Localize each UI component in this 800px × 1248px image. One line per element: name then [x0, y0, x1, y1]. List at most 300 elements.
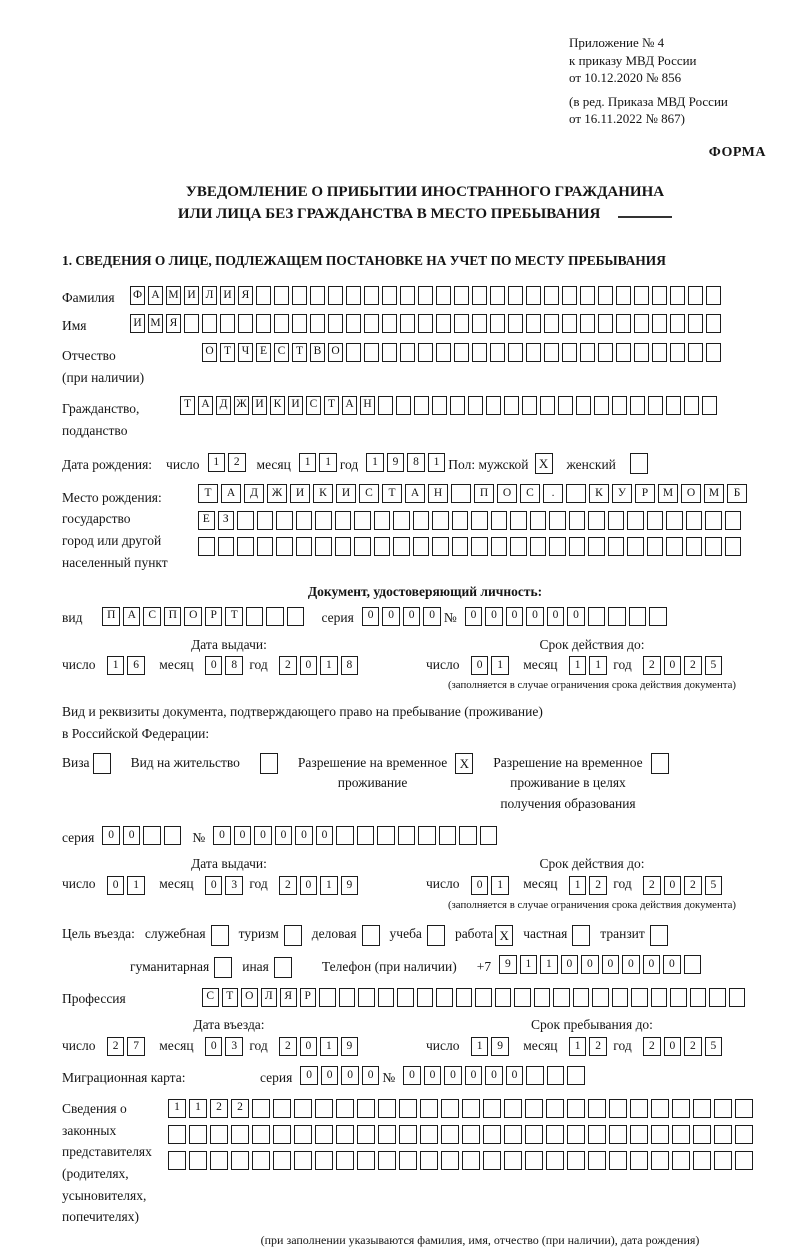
char-cell[interactable]: [652, 343, 667, 362]
char-cell[interactable]: [558, 396, 573, 415]
char-cell[interactable]: 1: [491, 876, 509, 895]
char-cell[interactable]: [143, 826, 161, 845]
purpose-private-checkbox[interactable]: [572, 925, 590, 946]
char-cell[interactable]: Т: [225, 607, 243, 626]
char-cell[interactable]: [468, 396, 483, 415]
char-cell[interactable]: 0: [300, 1037, 318, 1056]
char-cell[interactable]: [335, 511, 352, 530]
char-cell[interactable]: 9: [341, 1037, 359, 1056]
char-cell[interactable]: [490, 343, 505, 362]
char-cell[interactable]: [414, 396, 429, 415]
char-cell[interactable]: 1: [569, 1037, 587, 1056]
char-cell[interactable]: 9: [491, 1037, 509, 1056]
char-cell[interactable]: 5: [705, 656, 723, 675]
char-cell[interactable]: [526, 1066, 544, 1085]
char-cell[interactable]: [649, 607, 667, 626]
char-cell[interactable]: [231, 1151, 249, 1170]
char-cell[interactable]: 5: [705, 1037, 723, 1056]
char-cell[interactable]: [688, 286, 703, 305]
char-cell[interactable]: [729, 988, 746, 1007]
char-cell[interactable]: Н: [360, 396, 375, 415]
char-cell[interactable]: [292, 314, 307, 333]
char-cell[interactable]: [439, 826, 457, 845]
char-cell[interactable]: 0: [643, 955, 661, 974]
char-cell[interactable]: 2: [643, 656, 661, 675]
purpose-tourism-checkbox[interactable]: [284, 925, 302, 946]
char-cell[interactable]: К: [313, 484, 333, 503]
char-cell[interactable]: [315, 537, 332, 556]
char-cell[interactable]: [608, 607, 626, 626]
char-cell[interactable]: Л: [261, 988, 278, 1007]
char-cell[interactable]: А: [148, 286, 163, 305]
char-cell[interactable]: [378, 396, 393, 415]
char-cell[interactable]: 0: [664, 656, 682, 675]
char-cell[interactable]: 0: [300, 1066, 318, 1085]
char-cell[interactable]: [417, 988, 434, 1007]
char-cell[interactable]: Ф: [130, 286, 145, 305]
char-cell[interactable]: [647, 537, 664, 556]
char-cell[interactable]: [491, 537, 508, 556]
char-cell[interactable]: [616, 314, 631, 333]
char-cell[interactable]: П: [164, 607, 182, 626]
char-cell[interactable]: [452, 537, 469, 556]
char-cell[interactable]: П: [474, 484, 494, 503]
char-cell[interactable]: [569, 511, 586, 530]
char-cell[interactable]: [651, 1125, 669, 1144]
char-cell[interactable]: [472, 314, 487, 333]
char-cell[interactable]: 6: [127, 656, 145, 675]
char-cell[interactable]: [475, 988, 492, 1007]
char-cell[interactable]: Е: [256, 343, 271, 362]
char-cell[interactable]: [266, 607, 284, 626]
char-cell[interactable]: Т: [292, 343, 307, 362]
char-cell[interactable]: [336, 1099, 354, 1118]
char-cell[interactable]: [315, 1125, 333, 1144]
char-cell[interactable]: А: [221, 484, 241, 503]
char-cell[interactable]: [238, 314, 253, 333]
char-cell[interactable]: [648, 396, 663, 415]
char-cell[interactable]: А: [342, 396, 357, 415]
char-cell[interactable]: Б: [727, 484, 747, 503]
char-cell[interactable]: [357, 826, 375, 845]
char-cell[interactable]: Р: [205, 607, 223, 626]
char-cell[interactable]: [672, 1125, 690, 1144]
char-cell[interactable]: [684, 396, 699, 415]
char-cell[interactable]: [693, 1125, 711, 1144]
char-cell[interactable]: [378, 1151, 396, 1170]
char-cell[interactable]: [273, 1151, 291, 1170]
char-cell[interactable]: [580, 314, 595, 333]
char-cell[interactable]: [273, 1099, 291, 1118]
char-cell[interactable]: 1: [208, 453, 226, 472]
char-cell[interactable]: 1: [320, 656, 338, 675]
char-cell[interactable]: [490, 286, 505, 305]
char-cell[interactable]: [588, 511, 605, 530]
char-cell[interactable]: [364, 343, 379, 362]
char-cell[interactable]: [504, 1125, 522, 1144]
char-cell[interactable]: [456, 988, 473, 1007]
char-cell[interactable]: 2: [589, 876, 607, 895]
char-cell[interactable]: 1: [366, 453, 384, 472]
char-cell[interactable]: [420, 1099, 438, 1118]
char-cell[interactable]: [418, 826, 436, 845]
char-cell[interactable]: [725, 511, 742, 530]
purpose-official-checkbox[interactable]: [211, 925, 229, 946]
char-cell[interactable]: .: [543, 484, 563, 503]
char-cell[interactable]: 0: [205, 656, 223, 675]
char-cell[interactable]: 1: [320, 1037, 338, 1056]
char-cell[interactable]: [630, 1099, 648, 1118]
char-cell[interactable]: 0: [321, 1066, 339, 1085]
char-cell[interactable]: 0: [664, 876, 682, 895]
char-cell[interactable]: О: [497, 484, 517, 503]
char-cell[interactable]: [588, 537, 605, 556]
char-cell[interactable]: 8: [407, 453, 425, 472]
char-cell[interactable]: [399, 1099, 417, 1118]
permit-residence-checkbox[interactable]: [260, 753, 278, 774]
char-cell[interactable]: [168, 1151, 186, 1170]
char-cell[interactable]: [709, 988, 726, 1007]
char-cell[interactable]: [432, 396, 447, 415]
char-cell[interactable]: С: [202, 988, 219, 1007]
char-cell[interactable]: [526, 314, 541, 333]
char-cell[interactable]: [382, 286, 397, 305]
char-cell[interactable]: 0: [602, 955, 620, 974]
char-cell[interactable]: 8: [225, 656, 243, 675]
char-cell[interactable]: [471, 511, 488, 530]
char-cell[interactable]: 0: [362, 1066, 380, 1085]
char-cell[interactable]: [399, 1151, 417, 1170]
char-cell[interactable]: [725, 537, 742, 556]
char-cell[interactable]: [616, 343, 631, 362]
char-cell[interactable]: Н: [428, 484, 448, 503]
char-cell[interactable]: [631, 988, 648, 1007]
char-cell[interactable]: [400, 314, 415, 333]
char-cell[interactable]: [364, 286, 379, 305]
char-cell[interactable]: [608, 537, 625, 556]
char-cell[interactable]: О: [328, 343, 343, 362]
char-cell[interactable]: П: [102, 607, 120, 626]
char-cell[interactable]: 2: [643, 876, 661, 895]
char-cell[interactable]: 1: [319, 453, 337, 472]
char-cell[interactable]: 0: [205, 1037, 223, 1056]
char-cell[interactable]: 2: [228, 453, 246, 472]
char-cell[interactable]: [510, 511, 527, 530]
char-cell[interactable]: [400, 286, 415, 305]
char-cell[interactable]: [202, 314, 217, 333]
char-cell[interactable]: [508, 286, 523, 305]
char-cell[interactable]: [451, 484, 471, 503]
char-cell[interactable]: [567, 1066, 585, 1085]
char-cell[interactable]: 1: [589, 656, 607, 675]
char-cell[interactable]: [588, 1125, 606, 1144]
char-cell[interactable]: [393, 511, 410, 530]
char-cell[interactable]: Т: [180, 396, 195, 415]
char-cell[interactable]: [562, 343, 577, 362]
char-cell[interactable]: [315, 511, 332, 530]
char-cell[interactable]: 2: [279, 1037, 297, 1056]
char-cell[interactable]: 1: [540, 955, 558, 974]
char-cell[interactable]: [504, 1099, 522, 1118]
char-cell[interactable]: [346, 286, 361, 305]
char-cell[interactable]: 0: [465, 607, 483, 626]
char-cell[interactable]: [483, 1099, 501, 1118]
char-cell[interactable]: 0: [424, 1066, 442, 1085]
char-cell[interactable]: Т: [198, 484, 218, 503]
char-cell[interactable]: [544, 343, 559, 362]
char-cell[interactable]: В: [310, 343, 325, 362]
char-cell[interactable]: 1: [471, 1037, 489, 1056]
char-cell[interactable]: [252, 1151, 270, 1170]
char-cell[interactable]: З: [218, 511, 235, 530]
char-cell[interactable]: [459, 826, 477, 845]
char-cell[interactable]: [483, 1125, 501, 1144]
char-cell[interactable]: [462, 1151, 480, 1170]
char-cell[interactable]: Я: [280, 988, 297, 1007]
char-cell[interactable]: [588, 1151, 606, 1170]
char-cell[interactable]: И: [336, 484, 356, 503]
char-cell[interactable]: [472, 343, 487, 362]
char-cell[interactable]: [252, 1099, 270, 1118]
char-cell[interactable]: [666, 396, 681, 415]
char-cell[interactable]: Я: [166, 314, 181, 333]
char-cell[interactable]: [686, 537, 703, 556]
char-cell[interactable]: [393, 537, 410, 556]
char-cell[interactable]: 2: [643, 1037, 661, 1056]
char-cell[interactable]: О: [202, 343, 217, 362]
char-cell[interactable]: [184, 314, 199, 333]
char-cell[interactable]: [374, 511, 391, 530]
char-cell[interactable]: 2: [107, 1037, 125, 1056]
char-cell[interactable]: [189, 1125, 207, 1144]
char-cell[interactable]: [418, 343, 433, 362]
char-cell[interactable]: [400, 343, 415, 362]
char-cell[interactable]: С: [274, 343, 289, 362]
char-cell[interactable]: [436, 286, 451, 305]
char-cell[interactable]: [189, 1151, 207, 1170]
char-cell[interactable]: 0: [471, 876, 489, 895]
char-cell[interactable]: 0: [316, 826, 334, 845]
char-cell[interactable]: 1: [569, 876, 587, 895]
char-cell[interactable]: С: [143, 607, 161, 626]
char-cell[interactable]: [462, 1099, 480, 1118]
permit-temp-edu-checkbox[interactable]: [651, 753, 669, 774]
char-cell[interactable]: 1: [569, 656, 587, 675]
char-cell[interactable]: [294, 1125, 312, 1144]
char-cell[interactable]: 1: [107, 656, 125, 675]
char-cell[interactable]: 0: [403, 1066, 421, 1085]
char-cell[interactable]: [688, 343, 703, 362]
char-cell[interactable]: [688, 314, 703, 333]
char-cell[interactable]: М: [166, 286, 181, 305]
char-cell[interactable]: Т: [382, 484, 402, 503]
char-cell[interactable]: [328, 314, 343, 333]
char-cell[interactable]: 2: [279, 876, 297, 895]
char-cell[interactable]: [294, 1151, 312, 1170]
char-cell[interactable]: [413, 511, 430, 530]
purpose-business-checkbox[interactable]: [362, 925, 380, 946]
char-cell[interactable]: 0: [123, 826, 141, 845]
char-cell[interactable]: [357, 1099, 375, 1118]
char-cell[interactable]: [588, 607, 606, 626]
char-cell[interactable]: 0: [567, 607, 585, 626]
char-cell[interactable]: 0: [107, 876, 125, 895]
char-cell[interactable]: [651, 988, 668, 1007]
char-cell[interactable]: [609, 1099, 627, 1118]
char-cell[interactable]: [399, 1125, 417, 1144]
char-cell[interactable]: [495, 988, 512, 1007]
char-cell[interactable]: [336, 1125, 354, 1144]
char-cell[interactable]: [693, 1151, 711, 1170]
char-cell[interactable]: 8: [341, 656, 359, 675]
char-cell[interactable]: [634, 286, 649, 305]
char-cell[interactable]: [418, 286, 433, 305]
char-cell[interactable]: [315, 1099, 333, 1118]
char-cell[interactable]: 0: [526, 607, 544, 626]
char-cell[interactable]: [335, 537, 352, 556]
char-cell[interactable]: [237, 537, 254, 556]
char-cell[interactable]: [567, 1099, 585, 1118]
char-cell[interactable]: [454, 314, 469, 333]
char-cell[interactable]: О: [241, 988, 258, 1007]
char-cell[interactable]: [566, 484, 586, 503]
char-cell[interactable]: [693, 1099, 711, 1118]
char-cell[interactable]: [336, 1151, 354, 1170]
char-cell[interactable]: Е: [198, 511, 215, 530]
char-cell[interactable]: 2: [589, 1037, 607, 1056]
char-cell[interactable]: [672, 1151, 690, 1170]
char-cell[interactable]: [686, 511, 703, 530]
char-cell[interactable]: 0: [506, 1066, 524, 1085]
char-cell[interactable]: Т: [220, 343, 235, 362]
char-cell[interactable]: М: [658, 484, 678, 503]
char-cell[interactable]: [549, 511, 566, 530]
char-cell[interactable]: [504, 1151, 522, 1170]
char-cell[interactable]: [670, 988, 687, 1007]
char-cell[interactable]: [292, 286, 307, 305]
char-cell[interactable]: [547, 1066, 565, 1085]
char-cell[interactable]: [257, 537, 274, 556]
char-cell[interactable]: И: [252, 396, 267, 415]
char-cell[interactable]: [530, 537, 547, 556]
char-cell[interactable]: Т: [324, 396, 339, 415]
char-cell[interactable]: [441, 1125, 459, 1144]
char-cell[interactable]: [413, 537, 430, 556]
char-cell[interactable]: 1: [520, 955, 538, 974]
char-cell[interactable]: 0: [403, 607, 421, 626]
char-cell[interactable]: 0: [663, 955, 681, 974]
char-cell[interactable]: 9: [341, 876, 359, 895]
char-cell[interactable]: [508, 343, 523, 362]
char-cell[interactable]: 9: [499, 955, 517, 974]
char-cell[interactable]: [450, 396, 465, 415]
char-cell[interactable]: [483, 1151, 501, 1170]
char-cell[interactable]: [256, 314, 271, 333]
char-cell[interactable]: [508, 314, 523, 333]
char-cell[interactable]: [573, 988, 590, 1007]
char-cell[interactable]: [562, 286, 577, 305]
char-cell[interactable]: [339, 988, 356, 1007]
char-cell[interactable]: [705, 511, 722, 530]
char-cell[interactable]: [525, 1099, 543, 1118]
char-cell[interactable]: [480, 826, 498, 845]
gender-female-checkbox[interactable]: [630, 453, 648, 474]
purpose-work-checkbox[interactable]: X: [495, 925, 513, 946]
char-cell[interactable]: [526, 286, 541, 305]
char-cell[interactable]: [526, 343, 541, 362]
char-cell[interactable]: [612, 988, 629, 1007]
char-cell[interactable]: 0: [341, 1066, 359, 1085]
char-cell[interactable]: [608, 511, 625, 530]
char-cell[interactable]: Л: [202, 286, 217, 305]
char-cell[interactable]: [714, 1125, 732, 1144]
char-cell[interactable]: 1: [127, 876, 145, 895]
char-cell[interactable]: [553, 988, 570, 1007]
purpose-other-checkbox[interactable]: [274, 957, 292, 978]
char-cell[interactable]: Ж: [267, 484, 287, 503]
char-cell[interactable]: 0: [102, 826, 120, 845]
char-cell[interactable]: [735, 1099, 753, 1118]
char-cell[interactable]: [702, 396, 717, 415]
char-cell[interactable]: 0: [581, 955, 599, 974]
char-cell[interactable]: 0: [561, 955, 579, 974]
char-cell[interactable]: [510, 537, 527, 556]
char-cell[interactable]: [168, 1125, 186, 1144]
char-cell[interactable]: [534, 988, 551, 1007]
char-cell[interactable]: Ж: [234, 396, 249, 415]
char-cell[interactable]: [706, 314, 721, 333]
char-cell[interactable]: [504, 396, 519, 415]
char-cell[interactable]: У: [612, 484, 632, 503]
char-cell[interactable]: [627, 537, 644, 556]
char-cell[interactable]: 0: [362, 607, 380, 626]
char-cell[interactable]: [634, 314, 649, 333]
char-cell[interactable]: 3: [225, 1037, 243, 1056]
char-cell[interactable]: [319, 988, 336, 1007]
char-cell[interactable]: [374, 537, 391, 556]
char-cell[interactable]: 0: [254, 826, 272, 845]
char-cell[interactable]: [436, 314, 451, 333]
char-cell[interactable]: [378, 988, 395, 1007]
char-cell[interactable]: [274, 314, 289, 333]
char-cell[interactable]: 1: [168, 1099, 186, 1118]
char-cell[interactable]: Р: [300, 988, 317, 1007]
char-cell[interactable]: [546, 1099, 564, 1118]
char-cell[interactable]: С: [359, 484, 379, 503]
char-cell[interactable]: 0: [300, 876, 318, 895]
char-cell[interactable]: [220, 314, 235, 333]
char-cell[interactable]: 1: [189, 1099, 207, 1118]
char-cell[interactable]: [436, 988, 453, 1007]
char-cell[interactable]: [652, 314, 667, 333]
char-cell[interactable]: К: [589, 484, 609, 503]
char-cell[interactable]: [396, 396, 411, 415]
char-cell[interactable]: 0: [547, 607, 565, 626]
char-cell[interactable]: 9: [387, 453, 405, 472]
char-cell[interactable]: О: [681, 484, 701, 503]
char-cell[interactable]: [378, 1125, 396, 1144]
char-cell[interactable]: 0: [295, 826, 313, 845]
char-cell[interactable]: [471, 537, 488, 556]
char-cell[interactable]: [666, 537, 683, 556]
char-cell[interactable]: [706, 343, 721, 362]
char-cell[interactable]: [594, 396, 609, 415]
permit-visa-checkbox[interactable]: [93, 753, 111, 774]
char-cell[interactable]: М: [704, 484, 724, 503]
char-cell[interactable]: [328, 286, 343, 305]
char-cell[interactable]: [441, 1151, 459, 1170]
char-cell[interactable]: А: [123, 607, 141, 626]
